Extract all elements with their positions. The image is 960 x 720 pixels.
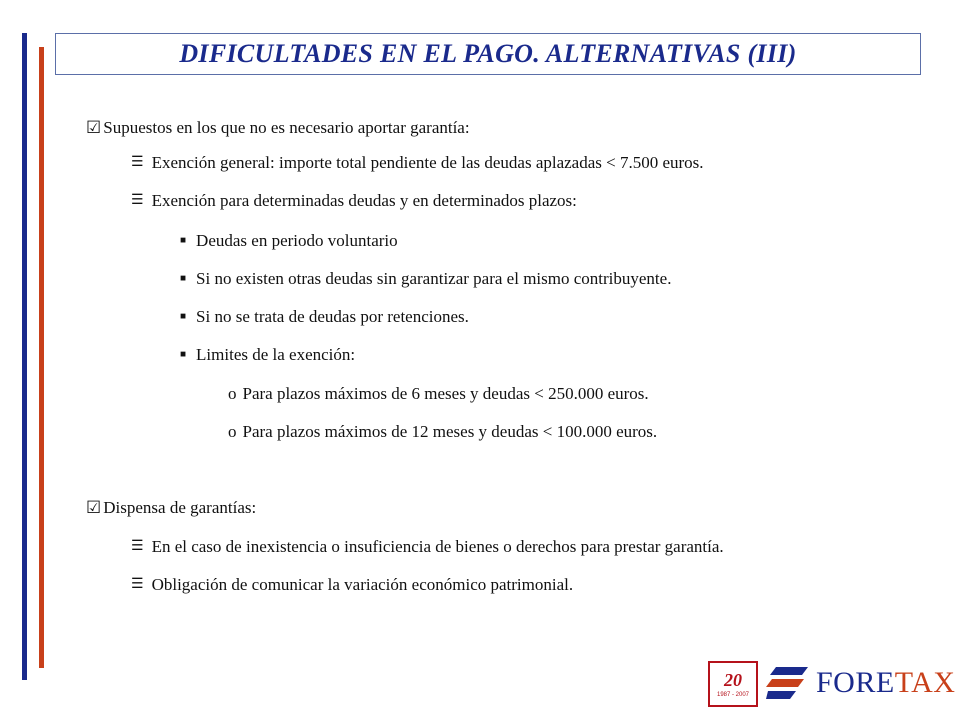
square-bullet-icon: ■	[180, 273, 187, 284]
stacked-bars-icon: ☰	[131, 193, 144, 208]
seal-emblem: 20	[724, 670, 742, 690]
brand-name	[816, 667, 955, 699]
section-heading-2	[86, 497, 256, 519]
seal-years: 1987 - 2007	[716, 692, 750, 698]
slide-title: DIFICULTADES EN EL PAGO. ALTERNATIVAS (III)	[179, 39, 797, 68]
flag-stripes-icon	[766, 663, 808, 703]
stacked-bars-icon: ☰	[131, 539, 144, 554]
circle-bullet: o	[228, 384, 237, 403]
section-heading-text: Dispensa de garantías:	[103, 498, 257, 517]
list-item-text: Exención para determinadas deudas y en determinados plazos:	[151, 191, 577, 210]
checkbox-check-icon: ☑	[86, 118, 102, 138]
list-item	[131, 574, 573, 596]
foretax-logo	[708, 655, 956, 710]
list-item-text: En el caso de inexistencia o insuficiencia de bienes o derechos para prestar garantía.	[151, 537, 724, 556]
sub-list-item	[180, 344, 355, 366]
brand-name-part-1: FORE	[816, 666, 895, 699]
list-item-text: Obligación de comunicar la variación económico patrimonial.	[151, 575, 574, 594]
sub-sub-list-item-text: Para plazos máximos de 12 meses y deudas < 100.000 euros.	[242, 422, 658, 441]
sub-list-item-text: Limites de la exención:	[196, 345, 356, 364]
left-accent-bar-blue	[22, 33, 27, 680]
left-accent-bar-red	[39, 47, 44, 668]
sub-list-item	[180, 268, 671, 290]
list-item-text: Exención general: importe total pendiente de las deudas aplazadas < 7.500 euros.	[151, 153, 704, 172]
sub-list-item	[180, 230, 398, 252]
brand-name-part-2: TAX	[894, 666, 956, 699]
sub-sub-list-item	[228, 383, 649, 405]
list-item	[131, 190, 577, 212]
sub-list-item-text: Si no se trata de deudas por retenciones.	[196, 307, 469, 326]
stacked-bars-icon: ☰	[131, 577, 144, 592]
sub-list-item-text: Deudas en periodo voluntario	[196, 231, 398, 250]
square-bullet-icon: ■	[180, 235, 187, 246]
stacked-bars-icon: ☰	[131, 155, 144, 170]
section-heading-text: Supuestos en los que no es necesario aportar garantía:	[103, 118, 470, 137]
anniversary-seal	[708, 661, 758, 707]
square-bullet-icon: ■	[180, 311, 187, 322]
list-item	[131, 152, 704, 174]
square-bullet-icon: ■	[180, 349, 187, 360]
sub-sub-list-item	[228, 421, 657, 443]
title-box	[55, 33, 921, 75]
sub-list-item-text: Si no existen otras deudas sin garantizar para el mismo contribuyente.	[196, 269, 672, 288]
checkbox-check-icon: ☑	[86, 498, 102, 518]
section-heading-1	[86, 117, 470, 139]
sub-list-item	[180, 306, 469, 328]
circle-bullet: o	[228, 422, 237, 441]
sub-sub-list-item-text: Para plazos máximos de 6 meses y deudas < 250.000 euros.	[242, 384, 649, 403]
list-item	[131, 536, 724, 558]
